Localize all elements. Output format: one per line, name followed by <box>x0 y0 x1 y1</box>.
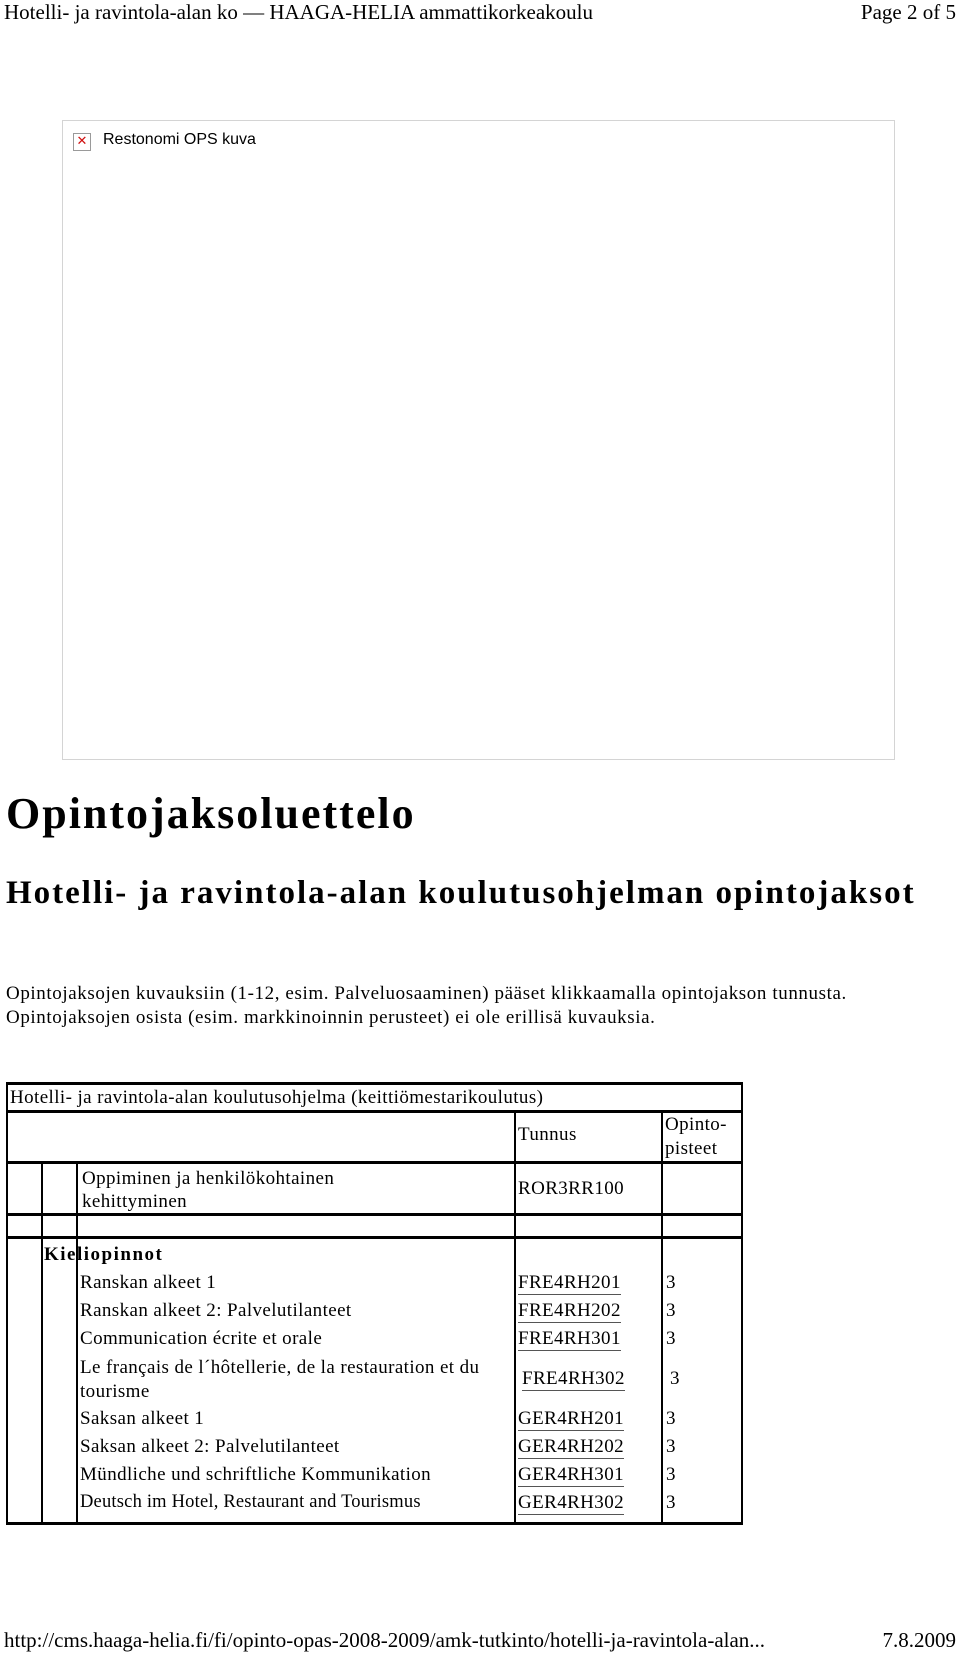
course-name: Saksan alkeet 1 <box>80 1408 205 1429</box>
course-code-link[interactable]: FRE4RH301 <box>518 1328 621 1349</box>
course-name: Deutsch im Hotel, Restaurant and Tourismus <box>80 1492 421 1512</box>
course-credits: 3 <box>670 1368 680 1389</box>
table-caption: Hotelli- ja ravintola-alan koulutusohjelma (keittiömestarikoulutus) <box>10 1087 544 1108</box>
course-credits: 3 <box>666 1492 676 1513</box>
course-name: Mündliche und schriftliche Kommunikation <box>80 1464 432 1485</box>
group-heading: Kieliopinnot <box>44 1244 164 1265</box>
broken-image-icon: ✕ <box>73 133 91 151</box>
course-name: Ranskan alkeet 1 <box>80 1272 217 1293</box>
footer-date: 7.8.2009 <box>882 1628 956 1652</box>
intro-text: Opintojaksojen kuvauksiin (1-12, esim. Palveluosaaminen) pääset klikkaamalla opintojakson tunnusta. Opintojaksojen osista (esim. markkinoinnin perusteet) ei ole erillisä kuvauksia. <box>6 983 847 1028</box>
course-credits: 3 <box>666 1408 676 1429</box>
course-name: Le français de l´hôtellerie, de la restauration et du tourisme <box>80 1357 480 1402</box>
course-credits: 3 <box>666 1272 676 1293</box>
course-name: Communication écrite et orale <box>80 1328 323 1349</box>
image-alt-text: Restonomi OPS kuva <box>103 131 256 148</box>
page-header-title: Hotelli- ja ravintola-alan ko — HAAGA-HELIA ammattikorkeakoulu <box>4 0 594 24</box>
course-code-link[interactable]: GER4RH201 <box>518 1408 624 1429</box>
course-table <box>6 1082 743 1524</box>
course-credits: 3 <box>666 1436 676 1457</box>
course-code-link[interactable]: GER4RH302 <box>518 1492 624 1513</box>
broken-image <box>62 120 895 760</box>
intro-course-code: ROR3RR100 <box>518 1178 625 1199</box>
column-header-code: Tunnus <box>518 1124 577 1145</box>
page-number: Page 2 of 5 <box>860 0 956 24</box>
page-title: Opintojaksoluettelo <box>6 789 416 838</box>
course-credits: 3 <box>666 1300 676 1321</box>
course-code-link[interactable]: FRE4RH202 <box>518 1300 621 1321</box>
course-credits: 3 <box>666 1464 676 1485</box>
intro-course-name: Oppiminen ja henkilökohtainen kehittyminen <box>82 1168 335 1212</box>
column-header-credits: Opinto-pisteet <box>665 1114 727 1159</box>
course-code-link[interactable]: GER4RH301 <box>518 1464 624 1485</box>
footer-url: http://cms.haaga-helia.fi/fi/opinto-opas-2008-2009/amk-tutkinto/hotelli-ja-ravintola-alan... <box>4 1628 766 1652</box>
course-name: Ranskan alkeet 2: Palvelutilanteet <box>80 1300 352 1321</box>
course-credits: 3 <box>666 1328 676 1349</box>
section-title: Hotelli- ja ravintola-alan koulutusohjelman opintojaksot <box>6 875 916 911</box>
course-code-link[interactable]: GER4RH202 <box>518 1436 624 1457</box>
course-code-link[interactable]: FRE4RH201 <box>518 1272 621 1293</box>
course-name: Saksan alkeet 2: Palvelutilanteet <box>80 1436 340 1457</box>
course-code-link[interactable]: FRE4RH302 <box>522 1368 625 1389</box>
